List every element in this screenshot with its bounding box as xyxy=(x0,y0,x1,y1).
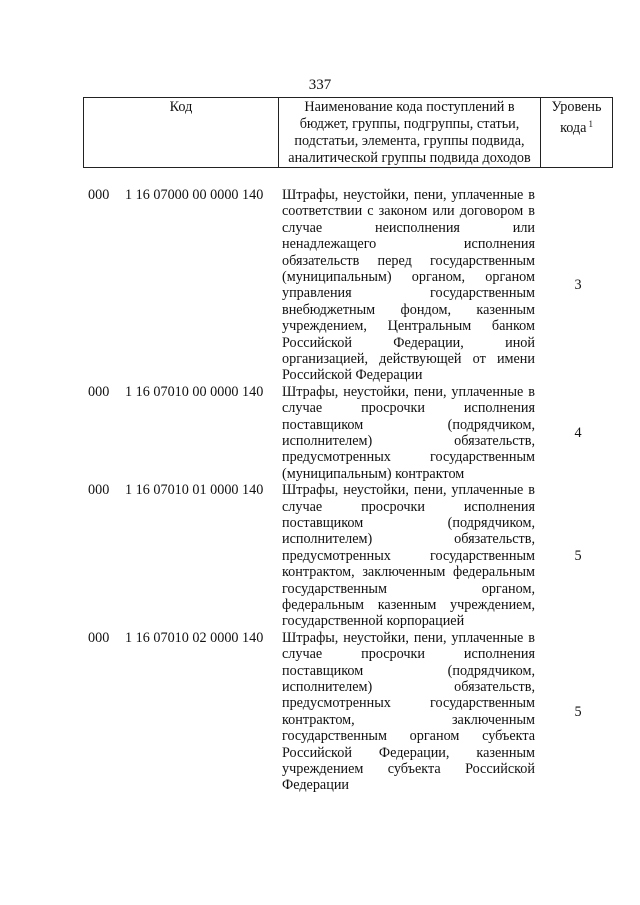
header-name-line: бюджет, группы, подгруппы, статьи, xyxy=(299,116,520,132)
revenue-code: 1 16 07010 00 0000 140 xyxy=(125,383,264,400)
page-number: 337 xyxy=(308,77,332,93)
table-row xyxy=(83,187,613,384)
revenue-name-line: государственным органом, xyxy=(282,580,535,597)
revenue-name-line: поставщиком (подрядчиком, xyxy=(282,662,535,679)
revenue-name-line: предусмотренных государственным xyxy=(282,449,535,466)
revenue-name-line: Российской Федерации, иной xyxy=(282,334,535,351)
revenue-name-line: Российской Федерации xyxy=(282,367,423,384)
header-level xyxy=(541,98,612,167)
admin-code: 000 xyxy=(88,187,110,203)
admin-code: 000 xyxy=(88,629,110,646)
revenue-name-line: организацией, действующей от имени xyxy=(282,350,535,367)
revenue-name-line: поставщиком (подрядчиком, xyxy=(282,416,535,433)
revenue-name-line: Российской Федерации, казенным xyxy=(282,744,535,761)
revenue-name-line: Штрафы, неустойки, пени, уплаченные в xyxy=(282,187,535,203)
revenue-name-line: управления государственным xyxy=(282,285,535,302)
revenue-name-line: учреждением субъекта Российской xyxy=(282,760,535,777)
revenue-name-line: исполнителем) обязательств, xyxy=(282,531,535,548)
admin-code: 000 xyxy=(88,383,110,400)
revenue-name xyxy=(282,482,535,630)
header-level-line: Уровень xyxy=(551,99,602,115)
revenue-name-line: контрактом, заключенным xyxy=(282,711,535,728)
revenue-name-line: внебюджетным фондом, казенным xyxy=(282,301,535,318)
revenue-name-line: государственной корпорацией xyxy=(282,613,465,630)
header-level-text: кода xyxy=(560,120,587,136)
header-name-line: аналитической группы подвида доходов xyxy=(288,150,531,166)
revenue-name-line: (муниципальным) органом, органом xyxy=(282,268,535,285)
revenue-name-line: исполнителем) обязательств, xyxy=(282,432,535,449)
revenue-name-line: исполнителем) обязательств, xyxy=(282,678,535,695)
revenue-name-line: Штрафы, неустойки, пени, уплаченные в xyxy=(282,383,535,400)
footnote-marker: 1 xyxy=(588,119,593,129)
revenue-name-line: предусмотренных государственным xyxy=(282,695,535,712)
revenue-name xyxy=(282,187,535,384)
revenue-name-line: ненадлежащего исполнения xyxy=(282,236,535,253)
revenue-name-line: Штрафы, неустойки, пени, уплаченные в xyxy=(282,629,535,646)
revenue-name-line: Штрафы, неустойки, пени, уплаченные в xyxy=(282,482,535,499)
header-code: Код xyxy=(84,98,279,167)
table-header xyxy=(83,97,613,168)
revenue-name xyxy=(282,630,535,794)
revenue-code: 1 16 07010 01 0000 140 xyxy=(125,482,264,499)
revenue-name-line: обязательств перед государственным xyxy=(282,252,535,269)
table-row xyxy=(83,630,613,794)
header-name-line: подстатьи, элемента, группы подвида, xyxy=(294,133,525,149)
revenue-code: 1 16 07000 00 0000 140 xyxy=(125,187,264,203)
revenue-name-line: соответствии с законом или договором в xyxy=(282,203,535,220)
revenue-name-line: федеральным казенным учреждением, xyxy=(282,596,535,613)
header-level-line xyxy=(541,116,612,137)
revenue-name-line: предусмотренных государственным xyxy=(282,547,535,564)
code-level: 4 xyxy=(574,424,582,441)
code-level: 5 xyxy=(574,703,582,720)
revenue-name-line: случае просрочки исполнения xyxy=(282,498,535,515)
table-row xyxy=(83,482,613,630)
revenue-code: 1 16 07010 02 0000 140 xyxy=(125,629,264,646)
revenue-name-line: поставщиком (подрядчиком, xyxy=(282,514,535,531)
revenue-name-line: случае просрочки исполнения xyxy=(282,646,535,663)
revenue-name-line: Федерации xyxy=(282,777,350,794)
revenue-name xyxy=(282,384,535,482)
table-row xyxy=(83,384,613,482)
revenue-name-line: государственным органом субъекта xyxy=(282,728,535,745)
admin-code: 000 xyxy=(88,482,110,499)
revenue-name-line: контрактом, заключенным федеральным xyxy=(282,564,535,581)
header-name-line: Наименование кода поступлений в xyxy=(304,99,515,115)
code-level: 3 xyxy=(574,277,582,294)
revenue-name-line: случае просрочки исполнения xyxy=(282,400,535,417)
header-name xyxy=(279,98,541,167)
revenue-name-line: (муниципальным) контрактом xyxy=(282,465,465,482)
revenue-name-line: учреждением, Центральным банком xyxy=(282,318,535,335)
revenue-name-line: случае неисполнения или xyxy=(282,219,535,236)
code-level: 5 xyxy=(574,547,582,564)
